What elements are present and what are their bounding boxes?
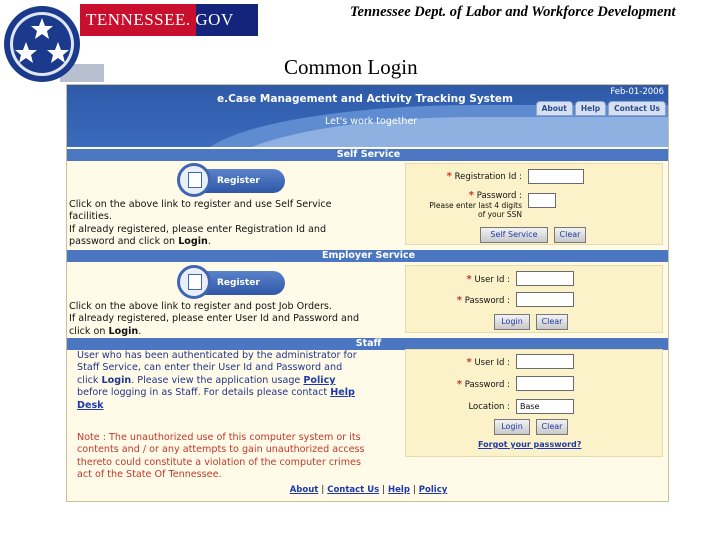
- self-service-submit-button[interactable]: Self Service: [480, 227, 548, 243]
- employer-login-button[interactable]: Login: [494, 314, 530, 330]
- staff-instructions: [77, 350, 357, 412]
- clipboard-icon: [177, 163, 211, 197]
- ss-line1: Click on the above link to register and use Self Service: [69, 199, 332, 210]
- footer-contact-link[interactable]: Contact Us: [327, 485, 380, 495]
- self-service-register-button[interactable]: [167, 163, 287, 197]
- brand-left: TENNESSEE: [86, 10, 186, 29]
- staff-clear-button[interactable]: Clear: [536, 419, 568, 435]
- st-line3a: click: [77, 374, 102, 386]
- st-login-word: Login: [101, 374, 132, 386]
- department-title: Tennessee Dept. of Labor and Workforce Development: [350, 4, 676, 20]
- ss-line4: password and click on: [69, 236, 179, 248]
- page-heading: Common Login: [284, 55, 418, 79]
- staff-login-button[interactable]: Login: [494, 419, 530, 435]
- note-line3: thereto could constitute a violation of the computer crimes: [77, 456, 361, 468]
- note-line4: act of the State Of Tennessee.: [77, 469, 222, 481]
- section-self-service: Self Service: [67, 149, 669, 161]
- brand-right: GOV: [195, 10, 234, 29]
- footer-sep: |: [321, 485, 325, 495]
- st-user-id-label: * User Id :: [466, 357, 510, 368]
- es-line2: If already registered, please enter User Id and Password and: [69, 313, 360, 325]
- policy-link[interactable]: Policy: [303, 374, 336, 386]
- ss-login-word: Login: [178, 236, 208, 248]
- es-password-label: * Password :: [456, 295, 510, 306]
- register-label: Register: [189, 271, 285, 295]
- help-desk-link-part2[interactable]: Desk: [77, 399, 104, 411]
- staff-note: [77, 432, 365, 482]
- footer-policy-link[interactable]: Policy: [418, 485, 448, 495]
- clipboard-icon: [177, 265, 211, 299]
- es-password-input[interactable]: [516, 292, 574, 307]
- app-tagline: Let's work together: [325, 116, 418, 127]
- footer-about-link[interactable]: About: [289, 485, 319, 495]
- employer-register-button[interactable]: [167, 265, 287, 299]
- ss-password-label: * Password :: [468, 190, 522, 201]
- st-line2: Staff Service, can enter their User Id and Password and: [77, 362, 343, 374]
- note-line1: Note : The unauthorized use of this computer system or its: [77, 432, 361, 443]
- registration-id-input[interactable]: [528, 169, 584, 184]
- st-password-input[interactable]: [516, 376, 574, 391]
- self-service-instructions: [69, 199, 332, 249]
- header-tabs: [536, 101, 666, 116]
- app-date: Feb-01-2006: [610, 87, 664, 97]
- es-login-word: Login: [108, 325, 139, 337]
- employer-instructions: [69, 301, 359, 338]
- ss-password-hint: Please enter last 4 digits of your SSN: [429, 201, 522, 219]
- reg-id-label: * Registration Id :: [446, 171, 522, 182]
- section-employer-service: Employer Service: [67, 250, 669, 262]
- es-user-id-label: * User Id :: [466, 274, 510, 285]
- footer-links: [67, 485, 669, 495]
- brand-dot: .: [185, 10, 191, 29]
- location-select[interactable]: Base: [516, 399, 574, 414]
- employer-clear-button[interactable]: Clear: [536, 314, 568, 330]
- app-title: e.Case Management and Activity Tracking System: [217, 93, 513, 105]
- location-label: Location :: [468, 402, 510, 412]
- note-line2: contents and / or any attempts to gain unauthorized access: [77, 444, 365, 456]
- ss-line2: facilities.: [69, 211, 112, 223]
- self-service-clear-button[interactable]: Clear: [554, 227, 586, 243]
- self-service-form: [405, 163, 663, 245]
- footer-sep: |: [412, 485, 416, 495]
- register-label: Register: [189, 169, 285, 193]
- es-user-id-input[interactable]: [516, 271, 574, 286]
- tab-contact-us[interactable]: Contact Us: [608, 101, 666, 116]
- employer-form: [405, 265, 663, 333]
- ss-line3: If already registered, please enter Registration Id and: [69, 223, 327, 235]
- tennessee-gov-banner: [80, 4, 258, 36]
- brand-text: [86, 10, 234, 30]
- st-line4: before logging in as Staff. For details please contact: [77, 387, 331, 399]
- app-header: [67, 85, 669, 147]
- st-password-label: * Password :: [456, 379, 510, 390]
- tab-help[interactable]: Help: [575, 101, 606, 116]
- es-line1: Click on the above link to register and post Job Orders.: [69, 301, 332, 312]
- st-line3b: . Please view the application usage: [131, 374, 304, 386]
- footer-help-link[interactable]: Help: [388, 485, 410, 495]
- tab-about[interactable]: About: [536, 101, 573, 116]
- app-window: [66, 84, 669, 502]
- ss-password-input[interactable]: [528, 193, 556, 208]
- footer-sep: |: [382, 485, 386, 495]
- ss-end: .: [207, 236, 211, 248]
- es-end: .: [138, 325, 142, 337]
- staff-form: [405, 349, 663, 457]
- st-user-id-input[interactable]: [516, 354, 574, 369]
- section-staff: Staff: [67, 338, 669, 350]
- es-line3: click on: [69, 325, 109, 337]
- tennessee-tristar-logo-icon: [2, 4, 82, 84]
- forgot-password-link[interactable]: Forgot your password?: [478, 440, 582, 449]
- help-desk-link-part1[interactable]: Help: [330, 387, 355, 399]
- st-line1: User who has been authenticated by the administrator for: [77, 350, 357, 361]
